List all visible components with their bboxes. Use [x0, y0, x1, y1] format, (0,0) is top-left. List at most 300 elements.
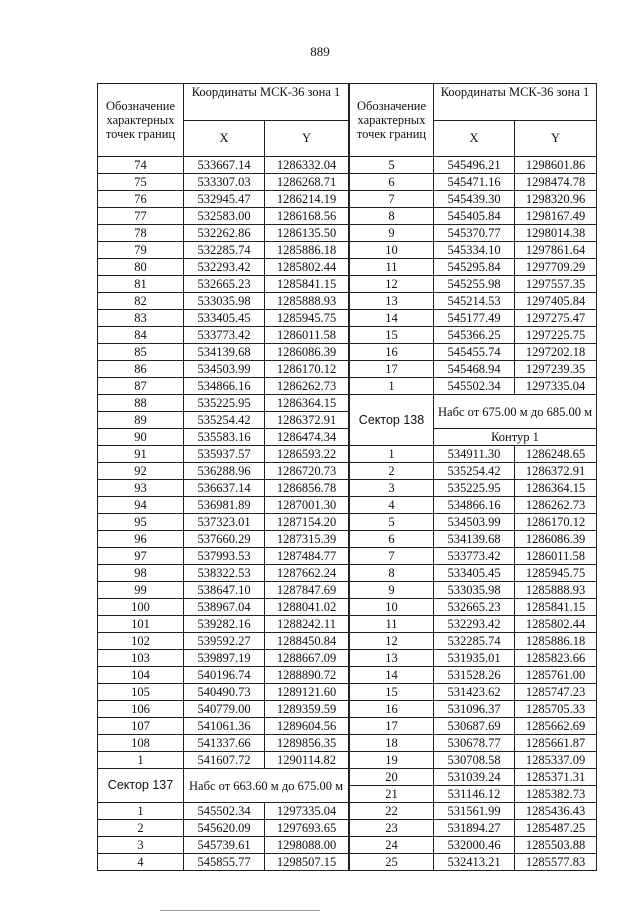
sector-138-altitude-note: Набс от 675.00 м до 685.00 м	[434, 395, 597, 429]
x-coordinate-cell: 538322.53	[184, 565, 265, 582]
point-id-cell: 9	[350, 225, 434, 242]
point-id-cell: 9	[350, 582, 434, 599]
table-row	[98, 735, 349, 752]
y-coordinate-cell: 1286364.15	[265, 395, 349, 412]
point-id-cell: 102	[98, 633, 184, 650]
table-row	[98, 208, 349, 225]
table-row	[98, 327, 349, 344]
x-coordinate-cell: 535254.42	[434, 463, 515, 480]
point-id-cell: 106	[98, 701, 184, 718]
table-row	[350, 514, 597, 531]
table-row	[98, 565, 349, 582]
point-id-cell: 104	[98, 667, 184, 684]
y-coordinate-cell: 1286856.78	[265, 480, 349, 497]
y-coordinate-cell: 1297225.75	[515, 327, 597, 344]
point-id-cell: 2	[350, 463, 434, 480]
point-id-cell: 83	[98, 310, 184, 327]
right-coordinates-table	[349, 83, 597, 871]
y-coordinate-cell: 1285487.25	[515, 820, 597, 837]
point-id-cell: 21	[350, 786, 434, 803]
x-coordinate-cell: 532293.42	[434, 616, 515, 633]
y-coordinate-cell: 1288242.11	[265, 616, 349, 633]
x-coordinate-cell: 535583.16	[184, 429, 265, 446]
table-row	[350, 361, 597, 378]
y-coordinate-cell: 1298320.96	[515, 191, 597, 208]
point-id-cell: 105	[98, 684, 184, 701]
y-coordinate-cell: 1286474.34	[265, 429, 349, 446]
point-id-cell: 91	[98, 446, 184, 463]
table-row	[98, 429, 349, 446]
y-coordinate-cell: 1287484.77	[265, 548, 349, 565]
x-coordinate-cell: 534866.16	[184, 378, 265, 395]
point-id-cell: 7	[350, 548, 434, 565]
y-coordinate-cell: 1286268.71	[265, 174, 349, 191]
table-row	[98, 378, 349, 395]
point-id-cell: 7	[350, 191, 434, 208]
x-coordinate-cell: 539897.19	[184, 650, 265, 667]
y-coordinate-cell: 1285841.15	[265, 276, 349, 293]
sector-137-altitude-note: Набс от 663.60 м до 675.00 м	[184, 769, 349, 803]
table-row	[350, 599, 597, 616]
y-coordinate-cell: 1285436.43	[515, 803, 597, 820]
point-id-cell: 90	[98, 429, 184, 446]
coordinates-header: Координаты МСК-36 зона 1	[434, 84, 597, 121]
x-coordinate-cell: 545471.16	[434, 174, 515, 191]
y-coordinate-cell: 1285747.23	[515, 684, 597, 701]
table-row	[350, 650, 597, 667]
point-id-cell: 2	[98, 820, 184, 837]
y-coordinate-cell: 1298474.78	[515, 174, 597, 191]
point-id-cell: 10	[350, 242, 434, 259]
x-coordinate-cell: 536637.14	[184, 480, 265, 497]
point-id-cell: 23	[350, 820, 434, 837]
x-coordinate-cell: 534139.68	[434, 531, 515, 548]
y-coordinate-cell: 1298601.86	[515, 157, 597, 174]
x-coordinate-cell: 535937.57	[184, 446, 265, 463]
x-coordinate-cell: 532285.74	[434, 633, 515, 650]
point-id-cell: 85	[98, 344, 184, 361]
table-row	[98, 599, 349, 616]
y-coordinate-cell: 1297693.65	[265, 820, 349, 837]
table-row	[98, 174, 349, 191]
table-row	[98, 684, 349, 701]
point-id-cell: 101	[98, 616, 184, 633]
table-row	[98, 259, 349, 276]
x-coordinate-cell: 545177.49	[434, 310, 515, 327]
table-row	[350, 446, 597, 463]
point-id-cell: 107	[98, 718, 184, 735]
table-row	[350, 718, 597, 735]
point-id-cell: 17	[350, 361, 434, 378]
table-row	[350, 684, 597, 701]
point-id-cell: 13	[350, 293, 434, 310]
point-id-cell: 18	[350, 735, 434, 752]
y-coordinate-cell: 1289121.60	[265, 684, 349, 701]
point-id-cell: 87	[98, 378, 184, 395]
x-coordinate-cell: 538647.10	[184, 582, 265, 599]
table-row	[350, 837, 597, 854]
point-id-cell: 84	[98, 327, 184, 344]
x-coordinate-cell: 535254.42	[184, 412, 265, 429]
y-coordinate-cell: 1285662.69	[515, 718, 597, 735]
y-coordinate-cell: 1288450.84	[265, 633, 349, 650]
point-id-cell: 24	[350, 837, 434, 854]
table-row	[350, 157, 597, 174]
table-row	[98, 531, 349, 548]
table-row	[350, 735, 597, 752]
x-coordinate-cell: 531561.99	[434, 803, 515, 820]
y-coordinate-cell: 1286364.15	[515, 480, 597, 497]
table-row	[98, 837, 349, 854]
y-coordinate-cell: 1288890.72	[265, 667, 349, 684]
point-id-cell: 19	[350, 752, 434, 769]
table-row	[350, 582, 597, 599]
table-row	[350, 752, 597, 769]
table-row	[98, 752, 349, 769]
x-coordinate-cell: 541061.36	[184, 718, 265, 735]
y-coordinate-cell: 1298014.38	[515, 225, 597, 242]
point-id-cell: 96	[98, 531, 184, 548]
y-coordinate-cell: 1285705.33	[515, 701, 597, 718]
x-coordinate-cell: 545405.84	[434, 208, 515, 225]
x-coordinate-cell: 535225.95	[434, 480, 515, 497]
point-id-cell: 78	[98, 225, 184, 242]
x-coordinate-cell: 537323.01	[184, 514, 265, 531]
y-coordinate-cell: 1289604.56	[265, 718, 349, 735]
y-coordinate-cell: 1285503.88	[515, 837, 597, 854]
point-id-cell: 100	[98, 599, 184, 616]
x-coordinate-cell: 532000.46	[434, 837, 515, 854]
point-id-cell: 95	[98, 514, 184, 531]
x-coordinate-cell: 536288.96	[184, 463, 265, 480]
page-number: 889	[310, 44, 330, 59]
x-coordinate-cell: 545370.77	[434, 225, 515, 242]
point-id-cell: 14	[350, 310, 434, 327]
x-coordinate-cell: 545334.10	[434, 242, 515, 259]
x-coordinate-cell: 545295.84	[434, 259, 515, 276]
y-coordinate-cell: 1287662.24	[265, 565, 349, 582]
point-id-cell: 6	[350, 174, 434, 191]
table-row	[98, 446, 349, 463]
y-coordinate-cell: 1286135.50	[265, 225, 349, 242]
table-row	[98, 616, 349, 633]
point-id-cell: 6	[350, 531, 434, 548]
table-row	[350, 310, 597, 327]
x-coordinate-cell: 531423.62	[434, 684, 515, 701]
x-coordinate-cell: 530687.69	[434, 718, 515, 735]
y-coordinate-cell: 1287847.69	[265, 582, 349, 599]
table-row	[98, 412, 349, 429]
table-row	[350, 633, 597, 650]
table-row	[98, 191, 349, 208]
y-coordinate-cell: 1286372.91	[515, 463, 597, 480]
x-coordinate-cell: 531039.24	[434, 769, 515, 786]
y-coordinate-cell: 1285888.93	[265, 293, 349, 310]
y-column-header: Y	[265, 121, 349, 157]
table-row	[98, 633, 349, 650]
x-coordinate-cell: 545439.30	[434, 191, 515, 208]
table-row	[98, 718, 349, 735]
x-coordinate-cell: 533035.98	[434, 582, 515, 599]
scan-edge-line	[160, 910, 320, 911]
x-coordinate-cell: 537993.53	[184, 548, 265, 565]
table-row	[98, 582, 349, 599]
y-coordinate-cell: 1286170.12	[515, 514, 597, 531]
y-coordinate-cell: 1285945.75	[265, 310, 349, 327]
x-coordinate-cell: 532285.74	[184, 242, 265, 259]
x-column-header: X	[184, 121, 265, 157]
point-id-cell: 86	[98, 361, 184, 378]
y-coordinate-cell: 1297405.84	[515, 293, 597, 310]
point-id-cell: 16	[350, 701, 434, 718]
table-row	[350, 191, 597, 208]
table-row	[350, 259, 597, 276]
x-coordinate-cell: 545468.94	[434, 361, 515, 378]
coordinates-header: Координаты МСК-36 зона 1	[184, 84, 349, 121]
x-coordinate-cell: 534866.16	[434, 497, 515, 514]
y-coordinate-cell: 1286262.73	[265, 378, 349, 395]
sector-137-label: Сектор 137	[98, 769, 184, 803]
x-coordinate-cell: 531528.26	[434, 667, 515, 684]
x-coordinate-cell: 531935.01	[434, 650, 515, 667]
x-coordinate-cell: 530678.77	[434, 735, 515, 752]
x-coordinate-cell: 533307.03	[184, 174, 265, 191]
table-row	[98, 514, 349, 531]
y-coordinate-cell: 1298507.15	[265, 854, 349, 871]
y-coordinate-cell: 1286011.58	[265, 327, 349, 344]
point-id-cell: 16	[350, 344, 434, 361]
y-coordinate-cell: 1287315.39	[265, 531, 349, 548]
table-row	[350, 225, 597, 242]
contour-1-label: Контур 1	[434, 429, 597, 446]
x-coordinate-cell: 534911.30	[434, 446, 515, 463]
x-coordinate-cell: 540196.74	[184, 667, 265, 684]
point-id-cell: 5	[350, 157, 434, 174]
table-row	[98, 276, 349, 293]
table-row	[350, 276, 597, 293]
y-coordinate-cell: 1289359.59	[265, 701, 349, 718]
x-coordinate-cell: 540779.00	[184, 701, 265, 718]
x-coordinate-cell: 532262.86	[184, 225, 265, 242]
x-coordinate-cell: 545496.21	[434, 157, 515, 174]
table-row	[350, 208, 597, 225]
y-coordinate-cell: 1285841.15	[515, 599, 597, 616]
point-id-cell: 3	[98, 837, 184, 854]
point-id-cell: 80	[98, 259, 184, 276]
y-coordinate-cell: 1285337.09	[515, 752, 597, 769]
x-coordinate-cell: 532293.42	[184, 259, 265, 276]
y-coordinate-cell: 1285371.31	[515, 769, 597, 786]
x-coordinate-cell: 532665.23	[184, 276, 265, 293]
x-coordinate-cell: 533405.45	[434, 565, 515, 582]
point-id-cell: 89	[98, 412, 184, 429]
x-coordinate-cell: 545620.09	[184, 820, 265, 837]
y-coordinate-cell: 1285761.00	[515, 667, 597, 684]
table-row	[350, 242, 597, 259]
point-id-cell: 8	[350, 565, 434, 582]
table-row	[350, 497, 597, 514]
table-row	[350, 378, 597, 395]
table-row	[98, 701, 349, 718]
x-coordinate-cell: 545855.77	[184, 854, 265, 871]
x-coordinate-cell: 533405.45	[184, 310, 265, 327]
point-id-cell: 25	[350, 854, 434, 871]
y-coordinate-cell: 1285382.73	[515, 786, 597, 803]
point-id-cell: 88	[98, 395, 184, 412]
y-coordinate-cell: 1285945.75	[515, 565, 597, 582]
x-coordinate-cell: 535225.95	[184, 395, 265, 412]
point-label-header: Обозначение характерных точек границ	[98, 84, 184, 157]
x-coordinate-cell: 539592.27	[184, 633, 265, 650]
x-coordinate-cell: 534503.99	[434, 514, 515, 531]
y-column-header: Y	[515, 121, 597, 157]
table-row	[98, 293, 349, 310]
x-coordinate-cell: 545502.34	[434, 378, 515, 395]
point-id-cell: 12	[350, 276, 434, 293]
y-coordinate-cell: 1286372.91	[265, 412, 349, 429]
x-coordinate-cell: 540490.73	[184, 684, 265, 701]
point-id-cell: 11	[350, 259, 434, 276]
point-id-cell: 1	[350, 446, 434, 463]
table-row	[350, 786, 597, 803]
table-row	[350, 803, 597, 820]
x-coordinate-cell: 539282.16	[184, 616, 265, 633]
table-row	[98, 803, 349, 820]
table-row	[350, 701, 597, 718]
point-id-cell: 103	[98, 650, 184, 667]
y-coordinate-cell: 1285886.18	[515, 633, 597, 650]
point-id-cell: 92	[98, 463, 184, 480]
y-coordinate-cell: 1285886.18	[265, 242, 349, 259]
y-coordinate-cell: 1286593.22	[265, 446, 349, 463]
point-id-cell: 97	[98, 548, 184, 565]
y-coordinate-cell: 1286086.39	[515, 531, 597, 548]
x-coordinate-cell: 534139.68	[184, 344, 265, 361]
point-id-cell: 5	[350, 514, 434, 531]
point-id-cell: 99	[98, 582, 184, 599]
y-coordinate-cell: 1298088.00	[265, 837, 349, 854]
table-row	[98, 650, 349, 667]
y-coordinate-cell: 1286720.73	[265, 463, 349, 480]
y-coordinate-cell: 1285661.87	[515, 735, 597, 752]
y-coordinate-cell: 1297239.35	[515, 361, 597, 378]
table-row	[350, 854, 597, 871]
y-coordinate-cell: 1289856.35	[265, 735, 349, 752]
y-coordinate-cell: 1297861.64	[515, 242, 597, 259]
point-id-cell: 75	[98, 174, 184, 191]
point-id-cell: 22	[350, 803, 434, 820]
y-coordinate-cell: 1297202.18	[515, 344, 597, 361]
y-coordinate-cell: 1285802.44	[515, 616, 597, 633]
y-coordinate-cell: 1286214.19	[265, 191, 349, 208]
x-column-header: X	[434, 121, 515, 157]
point-id-cell: 12	[350, 633, 434, 650]
table-row	[98, 361, 349, 378]
point-id-cell: 108	[98, 735, 184, 752]
y-coordinate-cell: 1286262.73	[515, 497, 597, 514]
table-row	[98, 548, 349, 565]
point-id-cell: 74	[98, 157, 184, 174]
point-id-cell: 4	[350, 497, 434, 514]
y-coordinate-cell: 1286168.56	[265, 208, 349, 225]
point-id-cell: 1	[350, 378, 434, 395]
x-coordinate-cell: 531894.27	[434, 820, 515, 837]
table-row	[98, 225, 349, 242]
y-coordinate-cell: 1288667.09	[265, 650, 349, 667]
point-id-cell: 94	[98, 497, 184, 514]
x-coordinate-cell: 541607.72	[184, 752, 265, 769]
point-id-cell: 20	[350, 769, 434, 786]
point-id-cell: 17	[350, 718, 434, 735]
x-coordinate-cell: 534503.99	[184, 361, 265, 378]
point-id-cell: 4	[98, 854, 184, 871]
point-id-cell: 11	[350, 616, 434, 633]
point-id-cell: 98	[98, 565, 184, 582]
table-row	[98, 157, 349, 174]
point-id-cell: 82	[98, 293, 184, 310]
y-coordinate-cell: 1297709.29	[515, 259, 597, 276]
point-id-cell: 10	[350, 599, 434, 616]
x-coordinate-cell: 545366.25	[434, 327, 515, 344]
x-coordinate-cell: 532665.23	[434, 599, 515, 616]
table-row	[350, 293, 597, 310]
table-row	[350, 565, 597, 582]
point-id-cell: 79	[98, 242, 184, 259]
sector-138-label: Сектор 138	[350, 395, 434, 446]
x-coordinate-cell: 545214.53	[434, 293, 515, 310]
y-coordinate-cell: 1287001.30	[265, 497, 349, 514]
y-coordinate-cell: 1286170.12	[265, 361, 349, 378]
x-coordinate-cell: 545455.74	[434, 344, 515, 361]
table-row	[350, 327, 597, 344]
table-row	[350, 667, 597, 684]
x-coordinate-cell: 532413.21	[434, 854, 515, 871]
point-id-cell: 76	[98, 191, 184, 208]
table-row	[98, 820, 349, 837]
table-row	[350, 616, 597, 633]
y-coordinate-cell: 1297275.47	[515, 310, 597, 327]
x-coordinate-cell: 533773.42	[184, 327, 265, 344]
table-row	[350, 463, 597, 480]
point-id-cell: 13	[350, 650, 434, 667]
point-id-cell: 15	[350, 327, 434, 344]
x-coordinate-cell: 533667.14	[184, 157, 265, 174]
left-coordinates-table	[97, 83, 349, 871]
y-coordinate-cell: 1298167.49	[515, 208, 597, 225]
table-row	[350, 548, 597, 565]
x-coordinate-cell: 545255.98	[434, 276, 515, 293]
y-coordinate-cell: 1286332.04	[265, 157, 349, 174]
table-row	[350, 531, 597, 548]
x-coordinate-cell: 536981.89	[184, 497, 265, 514]
x-coordinate-cell: 537660.29	[184, 531, 265, 548]
y-coordinate-cell: 1290114.82	[265, 752, 349, 769]
x-coordinate-cell: 533035.98	[184, 293, 265, 310]
y-coordinate-cell: 1287154.20	[265, 514, 349, 531]
table-row	[98, 480, 349, 497]
x-coordinate-cell: 531096.37	[434, 701, 515, 718]
point-id-cell: 93	[98, 480, 184, 497]
table-row	[350, 769, 597, 786]
y-coordinate-cell: 1286086.39	[265, 344, 349, 361]
x-coordinate-cell: 530708.58	[434, 752, 515, 769]
table-row	[98, 395, 349, 412]
x-coordinate-cell: 538967.04	[184, 599, 265, 616]
table-row	[98, 310, 349, 327]
point-label-header: Обозначение характерных точек границ	[350, 84, 434, 157]
x-coordinate-cell: 532945.47	[184, 191, 265, 208]
table-row	[350, 480, 597, 497]
